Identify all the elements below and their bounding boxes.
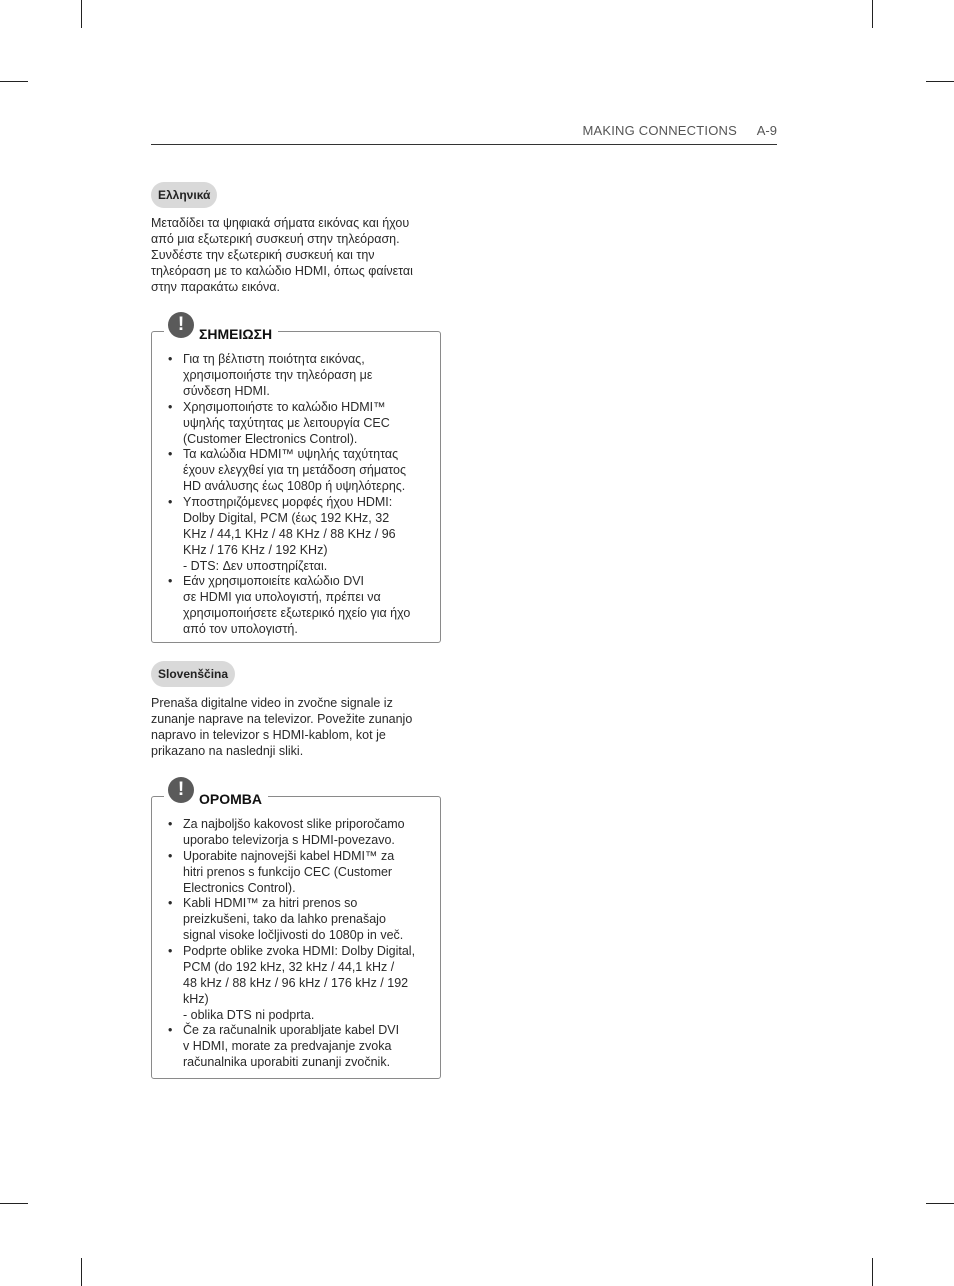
note-title: OPOMBA — [199, 791, 262, 807]
page-header — [151, 122, 777, 144]
crop-mark — [926, 81, 954, 82]
crop-mark — [926, 1203, 954, 1204]
crop-mark — [81, 1258, 82, 1286]
list-item: • Για τη βέλτιστη ποιότητα εικόνας, χρησιμοποιήστε την τηλεόραση με σύνδεση HDMI. — [166, 351, 428, 399]
note-title: ΣΗΜΕΙΩΣΗ — [199, 326, 273, 342]
note-box-greek — [151, 314, 441, 643]
list-item: • Υποστηριζόμενες μορφές ήχου HDMI: Dolby Digital, PCM (έως 192 KHz, 32 KHz / 44,1 KHz / 48 KHz / 88 KHz / 96 KHz / 176 KHz / 192 KHz) - DTS: Δεν υποστηρίζεται. — [166, 494, 428, 574]
language-badge-slovenian: Slovenščina — [151, 661, 235, 687]
note-box-slovenian — [151, 779, 441, 1079]
crop-mark — [81, 0, 82, 28]
note-header — [164, 310, 278, 344]
list-item: • Za najboljšo kakovost slike priporočamo uporabo televizorja s HDMI-povezavo. — [166, 816, 428, 848]
crop-mark — [0, 81, 28, 82]
list-item: • Εάν χρησιμοποιείτε καλώδιο DVI σε HDMI για υπολογιστή, πρέπει να χρησιμοποιήσετε εξωτερικό ηχείο για ήχο από τον υπολογιστή. — [166, 573, 428, 637]
list-item: • Uporabite najnovejši kabel HDMI™ za hitri prenos s funkcijo CEC (Customer Electronics Control). — [166, 848, 428, 896]
list-item: • Χρησιμοποιήστε το καλώδιο HDMI™ υψηλής ταχύτητας με λειτουργία CEC (Customer Electronics Control). — [166, 399, 428, 447]
page-number: A-9 — [756, 123, 777, 138]
intro-paragraph-slovenian: Prenaša digitalne video in zvočne signale iz zunanje naprave na televizor. Povežite zunanjo napravo in televizor s HDMI-kablom, kot je prikazano na naslednji sliki. — [151, 696, 413, 758]
list-item: • Če za računalnik uporabljate kabel DVI v HDMI, morate za predvajanje zvoka računalnika uporabiti zunanji zvočnik. — [166, 1022, 428, 1070]
list-item: • Kabli HDMI™ za hitri prenos so preizkušeni, tako da lahko prenašajo signal visoke ločljivosti do 1080p in več. — [166, 895, 428, 943]
header-divider — [151, 144, 777, 145]
intro-paragraph-greek: Μεταδίδει τα ψηφιακά σήματα εικόνας και ήχου από μια εξωτερική συσκευή στην τηλεόραση. Συνδέστε την εξωτερική συσκευή και την τηλεόραση με το καλώδιο HDMI, όπως φαίνεται στην παρακάτω εικόνα. — [151, 216, 413, 294]
note-header — [164, 775, 268, 809]
section-title: MAKING CONNECTIONS — [582, 123, 737, 138]
exclamation-icon: ! — [168, 777, 194, 803]
language-badge-greek: Ελληνικά — [151, 182, 217, 208]
crop-mark — [872, 1258, 873, 1286]
exclamation-icon: ! — [168, 312, 194, 338]
crop-mark — [872, 0, 873, 28]
list-item: • Τα καλώδια HDMI™ υψηλής ταχύτητας έχουν ελεγχθεί για τη μετάδοση σήματος HD ανάλυσης έως 1080p ή υψηλότερης. — [166, 446, 428, 494]
crop-mark — [0, 1203, 28, 1204]
list-item: • Podprte oblike zvoka HDMI: Dolby Digital, PCM (do 192 kHz, 32 kHz / 44,1 kHz / 48 kHz / 88 kHz / 96 kHz / 176 kHz / 192 kHz) - oblika DTS ni podprta. — [166, 943, 428, 1023]
